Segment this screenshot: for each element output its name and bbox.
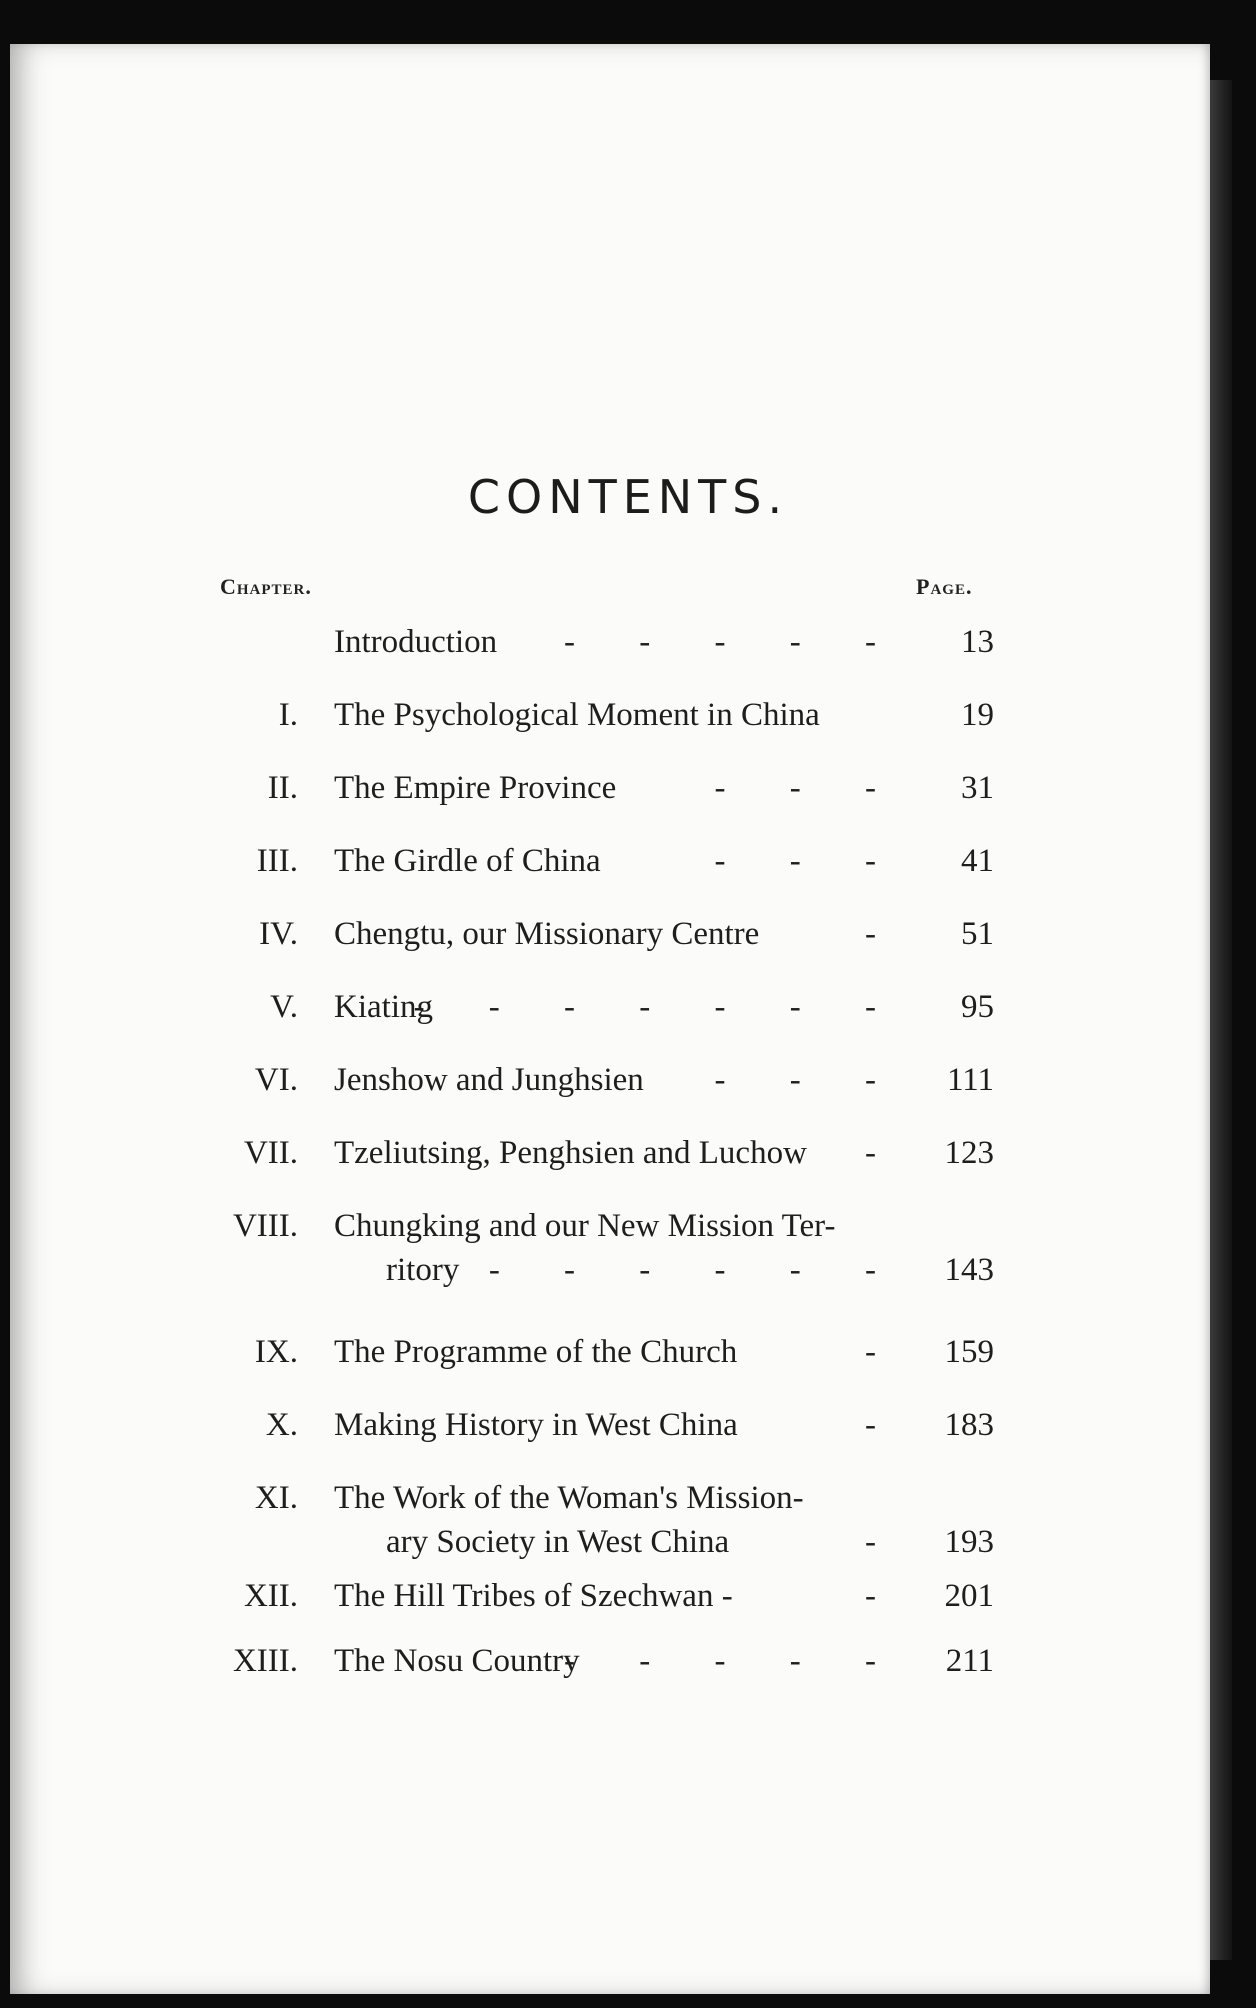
page-number: 95: [961, 989, 994, 1025]
dot-leader: - - - - -: [564, 624, 904, 660]
chapter-title: The Empire Province: [334, 770, 617, 806]
page-number: 19: [961, 697, 994, 733]
chapter-number: V.: [270, 989, 298, 1025]
page-number: 211: [945, 1643, 994, 1679]
page-number: 51: [961, 916, 994, 952]
chapter-number: XI.: [254, 1480, 298, 1516]
chapter-number: VIII.: [232, 1208, 298, 1244]
chapter-number: VII.: [243, 1135, 298, 1171]
dot-leader: -: [865, 1578, 904, 1614]
chapter-title-continuation: ary Society in West China: [386, 1524, 730, 1560]
chapter-number: XIII.: [232, 1643, 298, 1679]
chapter-number: VI.: [254, 1062, 298, 1098]
page-number: 123: [944, 1135, 994, 1171]
dot-leader: -: [865, 1334, 904, 1370]
chapter-title: The Work of the Woman's Mission-: [334, 1480, 804, 1516]
dot-leader: - - - - -: [564, 1643, 904, 1679]
dot-leader: - - - - - - -: [413, 989, 904, 1025]
chapter-title: Making History in West China: [334, 1407, 738, 1443]
dot-leader: - - -: [714, 770, 904, 806]
page-number: 159: [944, 1334, 994, 1370]
dot-leader: -: [865, 1135, 904, 1171]
chapter-number: IX.: [254, 1334, 298, 1370]
dot-leader: -: [865, 1407, 904, 1443]
page-column-header: Page.: [916, 574, 973, 599]
chapter-title: The Hill Tribes of Szechwan -: [334, 1578, 733, 1614]
dot-leader: -: [865, 1524, 904, 1560]
page-number: 193: [944, 1524, 994, 1560]
chapter-number: X.: [265, 1407, 298, 1443]
chapter-title: Introduction: [334, 624, 498, 660]
chapter-title: Chungking and our New Mission Ter-: [334, 1208, 836, 1244]
chapter-title: Kiating: [334, 989, 433, 1025]
page-number: 31: [961, 770, 994, 806]
chapter-number: IV.: [259, 916, 298, 952]
chapter-title-continuation: ritory: [386, 1252, 460, 1288]
page-edge: [1210, 80, 1232, 1960]
chapter-number: I.: [278, 697, 298, 733]
page-number: 111: [946, 1062, 994, 1098]
chapter-title: Chengtu, our Missionary Centre: [334, 916, 760, 952]
chapter-title: Tzeliutsing, Penghsien and Luchow: [334, 1135, 807, 1171]
dot-leader: -: [865, 916, 904, 952]
chapter-title: The Psychological Moment in China: [334, 697, 820, 733]
chapter-title: Jenshow and Junghsien: [334, 1062, 644, 1098]
chapter-title: The Girdle of China: [334, 843, 601, 879]
chapter-title: The Programme of the Church: [334, 1334, 738, 1370]
chapter-number: XII.: [243, 1578, 298, 1614]
contents-heading: CONTENTS.: [467, 470, 789, 524]
page-number: 201: [944, 1578, 994, 1614]
dot-leader: - - - - - -: [488, 1252, 904, 1288]
chapter-title: The Nosu Country: [334, 1643, 580, 1679]
dot-leader: - - -: [714, 1062, 904, 1098]
dot-leader: - - -: [714, 843, 904, 879]
chapter-number: III.: [256, 843, 298, 879]
chapter-column-header: Chapter.: [220, 574, 312, 599]
chapter-number: II.: [267, 770, 298, 806]
page-number: 143: [944, 1252, 994, 1288]
page-number: 41: [961, 843, 994, 879]
page-number: 183: [944, 1407, 994, 1443]
page-number: 13: [961, 624, 994, 660]
